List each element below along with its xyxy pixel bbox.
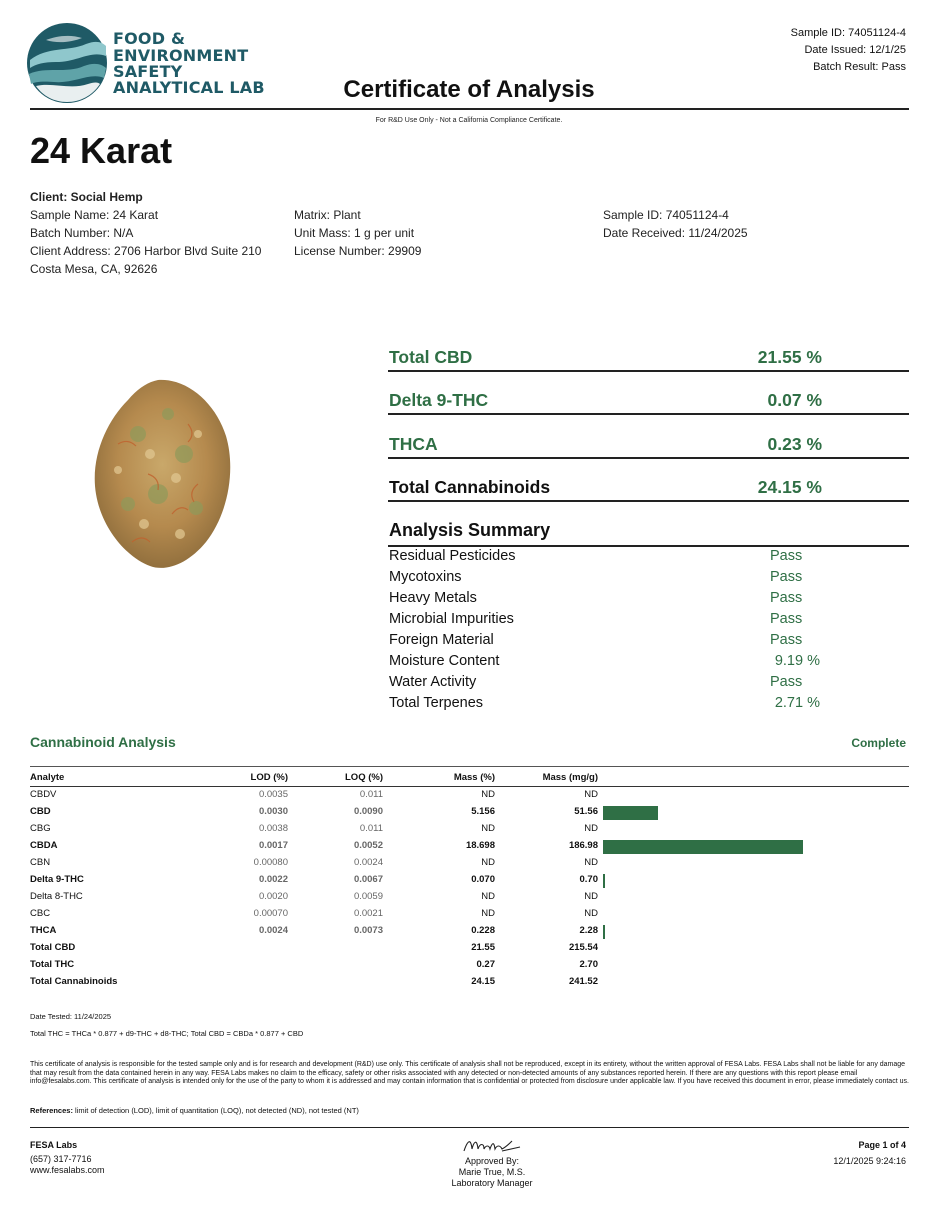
summary-value: Pass [770,590,803,606]
document-title: Certificate of Analysis [343,76,595,103]
total-name: Total Cannabinoids [30,976,118,987]
mass-bar [603,925,605,939]
references-text: limit of detection (LOD), limit of quantitation (LOQ), not detected (ND), not tested (NT) [72,1106,359,1115]
analyte-mass-mg: 51.56 [574,806,598,817]
column-header-loq: LOQ (%) [345,772,383,783]
signer-name: Marie True, M.S. [458,1167,526,1177]
summary-value: 2.71 % [774,695,820,711]
analyte-loq: 0.0024 [353,857,383,868]
analyte-mass-mg: 186.98 [568,840,598,851]
approved-by-label: Approved By: [464,1156,520,1166]
analyte-mass-pct: 0.228 [471,925,495,936]
analyte-mass-mg: ND [584,908,598,919]
product-name: 24 Karat [30,130,173,171]
sample-name: Sample Name: 24 Karat [30,208,159,222]
summary-label: Total Terpenes [389,695,484,711]
potency-label-delta9: Delta 9-THC [389,390,489,410]
analyte-lod: 0.0017 [258,840,288,851]
analyte-mass-pct: 5.156 [471,806,495,817]
analyte-lod: 0.00070 [253,908,288,919]
footer-phone: (657) 317-7716 [30,1154,92,1164]
summary-value: Pass [770,674,803,690]
unit-mass: Unit Mass: 1 g per unit [294,226,415,240]
footer-company: FESA Labs [30,1140,78,1150]
analyte-mass-mg: ND [584,823,598,834]
potency-label-total-cannabinoids: Total Cannabinoids [389,477,551,497]
analyte-lod: 0.0024 [258,925,288,936]
column-header-mass-mg: Mass (mg/g) [542,772,598,783]
analyte-mass-mg: ND [584,789,598,800]
table-header-divider [30,786,909,787]
client-city: Costa Mesa, CA, 92626 [30,262,158,276]
date-tested: Date Tested: 11/24/2025 [30,1012,112,1021]
potency-divider [388,413,909,415]
mass-bar [603,806,658,820]
analyte-loq: 0.011 [359,789,383,800]
footer-divider [30,1127,909,1128]
analyte-name: CBD [30,806,51,817]
disclaimer: For R&D Use Only - Not a California Compliance Certificate. [375,117,563,124]
logo-line-4: ANALYTICAL LAB [113,78,265,97]
page-number: Page 1 of 4 [858,1140,906,1150]
analyte-name: CBDV [30,789,57,800]
analyte-mass-mg: ND [584,857,598,868]
summary-divider [388,545,909,547]
analyte-lod: 0.00080 [253,857,288,868]
mass-bar [603,874,605,888]
potency-label-thca: THCA [389,434,438,454]
client-address: Client Address: 2706 Harbor Blvd Suite 210 [30,244,262,258]
logo-line-1: FOOD & [113,29,186,48]
total-mass-mg: 241.52 [568,976,598,987]
header-batch-result: Batch Result: Pass [813,61,906,73]
summary-label: Residual Pesticides [389,548,516,564]
analyte-mass-pct: ND [481,857,495,868]
signer-title: Laboratory Manager [451,1178,533,1188]
matrix: Matrix: Plant [294,208,361,222]
analyte-lod: 0.0038 [258,823,288,834]
potency-value-total-cbd: 21.55 % [757,347,822,367]
analyte-name: CBDA [30,840,58,851]
analyte-mass-pct: 18.698 [465,840,495,851]
header-date-issued: Date Issued: 12/1/25 [804,44,906,56]
title-divider [30,108,909,110]
summary-value: Pass [770,632,803,648]
analyte-loq: 0.0052 [353,840,383,851]
logo-line-3: SAFETY [113,62,183,81]
logo-line-2: ENVIRONMENT [113,46,249,65]
analyte-lod: 0.0022 [258,874,288,885]
print-timestamp: 12/1/2025 9:24:16 [833,1156,906,1166]
analyte-name: CBC [30,908,51,919]
analyte-name: Delta 8-THC [30,891,83,902]
analyte-mass-mg: ND [584,891,598,902]
analyte-mass-mg: 2.28 [579,925,598,936]
client-name: Client: Social Hemp [30,190,143,204]
potency-value-thca: 0.23 % [767,434,822,454]
total-mass-mg: 215.54 [568,942,598,953]
summary-label: Microbial Impurities [389,611,514,627]
summary-label: Water Activity [389,674,477,690]
references [30,1106,359,1116]
analyte-loq: 0.0073 [353,925,383,936]
analyte-loq: 0.011 [359,823,383,834]
column-header-mass-pct: Mass (%) [453,772,495,783]
analyte-mass-pct: ND [481,789,495,800]
batch-number: Batch Number: N/A [30,226,134,240]
potency-divider [388,370,909,372]
summary-value: Pass [770,569,803,585]
total-name: Total CBD [30,942,76,953]
analyte-loq: 0.0059 [353,891,383,902]
analyte-mass-mg: 0.70 [579,874,598,885]
analyte-loq: 0.0090 [353,806,383,817]
table-top-divider [30,766,909,767]
potency-value-total-cannabinoids: 24.15 % [757,477,822,497]
footer-website: www.fesalabs.com [30,1165,105,1175]
total-mass-pct: 24.15 [471,976,495,987]
analyte-mass-pct: ND [481,908,495,919]
mass-bar [603,840,803,854]
analyte-name: CBG [30,823,51,834]
product-photo [88,374,238,574]
total-name: Total THC [30,959,75,970]
cannabinoid-section-title: Cannabinoid Analysis [30,734,176,750]
potency-divider [388,500,909,502]
analyte-mass-pct: ND [481,891,495,902]
sample-id: Sample ID: 74051124-4 [603,208,729,222]
license-number: License Number: 29909 [294,244,422,258]
analyte-loq: 0.0067 [353,874,383,885]
references-label: References: [30,1106,73,1115]
summary-title: Analysis Summary [389,520,551,540]
legal-disclaimer: This certificate of analysis is responsible for the tested sample only and is for research and development (R&D) use only. This certificate of analysis shall not be reproduced, except in its entirety, without the written approval of FESA Labs. FESA Labs shall not be liable for any damage that may result from the data contained herein in any way. FESA Labs makes no claim to the efficacy, safety or other risks associated with any detected or non-detected amounts of any substances reported herein. If there are any questions with this report please email info@fesalabs.com. This certificate of analysis is intended only for the use of the party to whom it is addressed and may contain information that is confidential or protected from disclosure under applicable law. If you have received this document in error, please immediately contact us. [30,1061,909,1085]
date-received: Date Received: 11/24/2025 [603,226,748,240]
summary-value: Pass [770,548,803,564]
totals-formula: Total THC = THCa * 0.877 + d9-THC + d8-THC; Total CBD = CBDa * 0.877 + CBD [30,1029,304,1038]
potency-value-delta9: 0.07 % [767,390,822,410]
summary-value: 9.19 % [774,653,820,669]
summary-label: Foreign Material [389,632,494,648]
analyte-lod: 0.0020 [258,891,288,902]
analyte-lod: 0.0035 [258,789,288,800]
column-header-analyte: Analyte [30,772,65,783]
analyte-loq: 0.0021 [353,908,383,919]
analyte-mass-pct: 0.070 [471,874,495,885]
potency-divider [388,457,909,459]
summary-value: Pass [770,611,803,627]
cannabinoid-status: Complete [851,736,906,750]
total-mass-mg: 2.70 [579,959,598,970]
analyte-mass-pct: ND [481,823,495,834]
column-header-lod: LOD (%) [250,772,288,783]
analyte-name: Delta 9-THC [30,874,84,885]
total-mass-pct: 21.55 [471,942,495,953]
summary-label: Heavy Metals [389,590,477,606]
analyte-name: CBN [30,857,51,868]
header-sample-id: Sample ID: 74051124-4 [790,27,906,39]
total-mass-pct: 0.27 [476,959,495,970]
signature-image [462,1135,522,1155]
analyte-name: THCA [30,925,57,936]
analyte-lod: 0.0030 [258,806,288,817]
potency-label-total-cbd: Total CBD [389,347,473,367]
summary-label: Moisture Content [389,653,500,669]
summary-label: Mycotoxins [389,569,462,585]
